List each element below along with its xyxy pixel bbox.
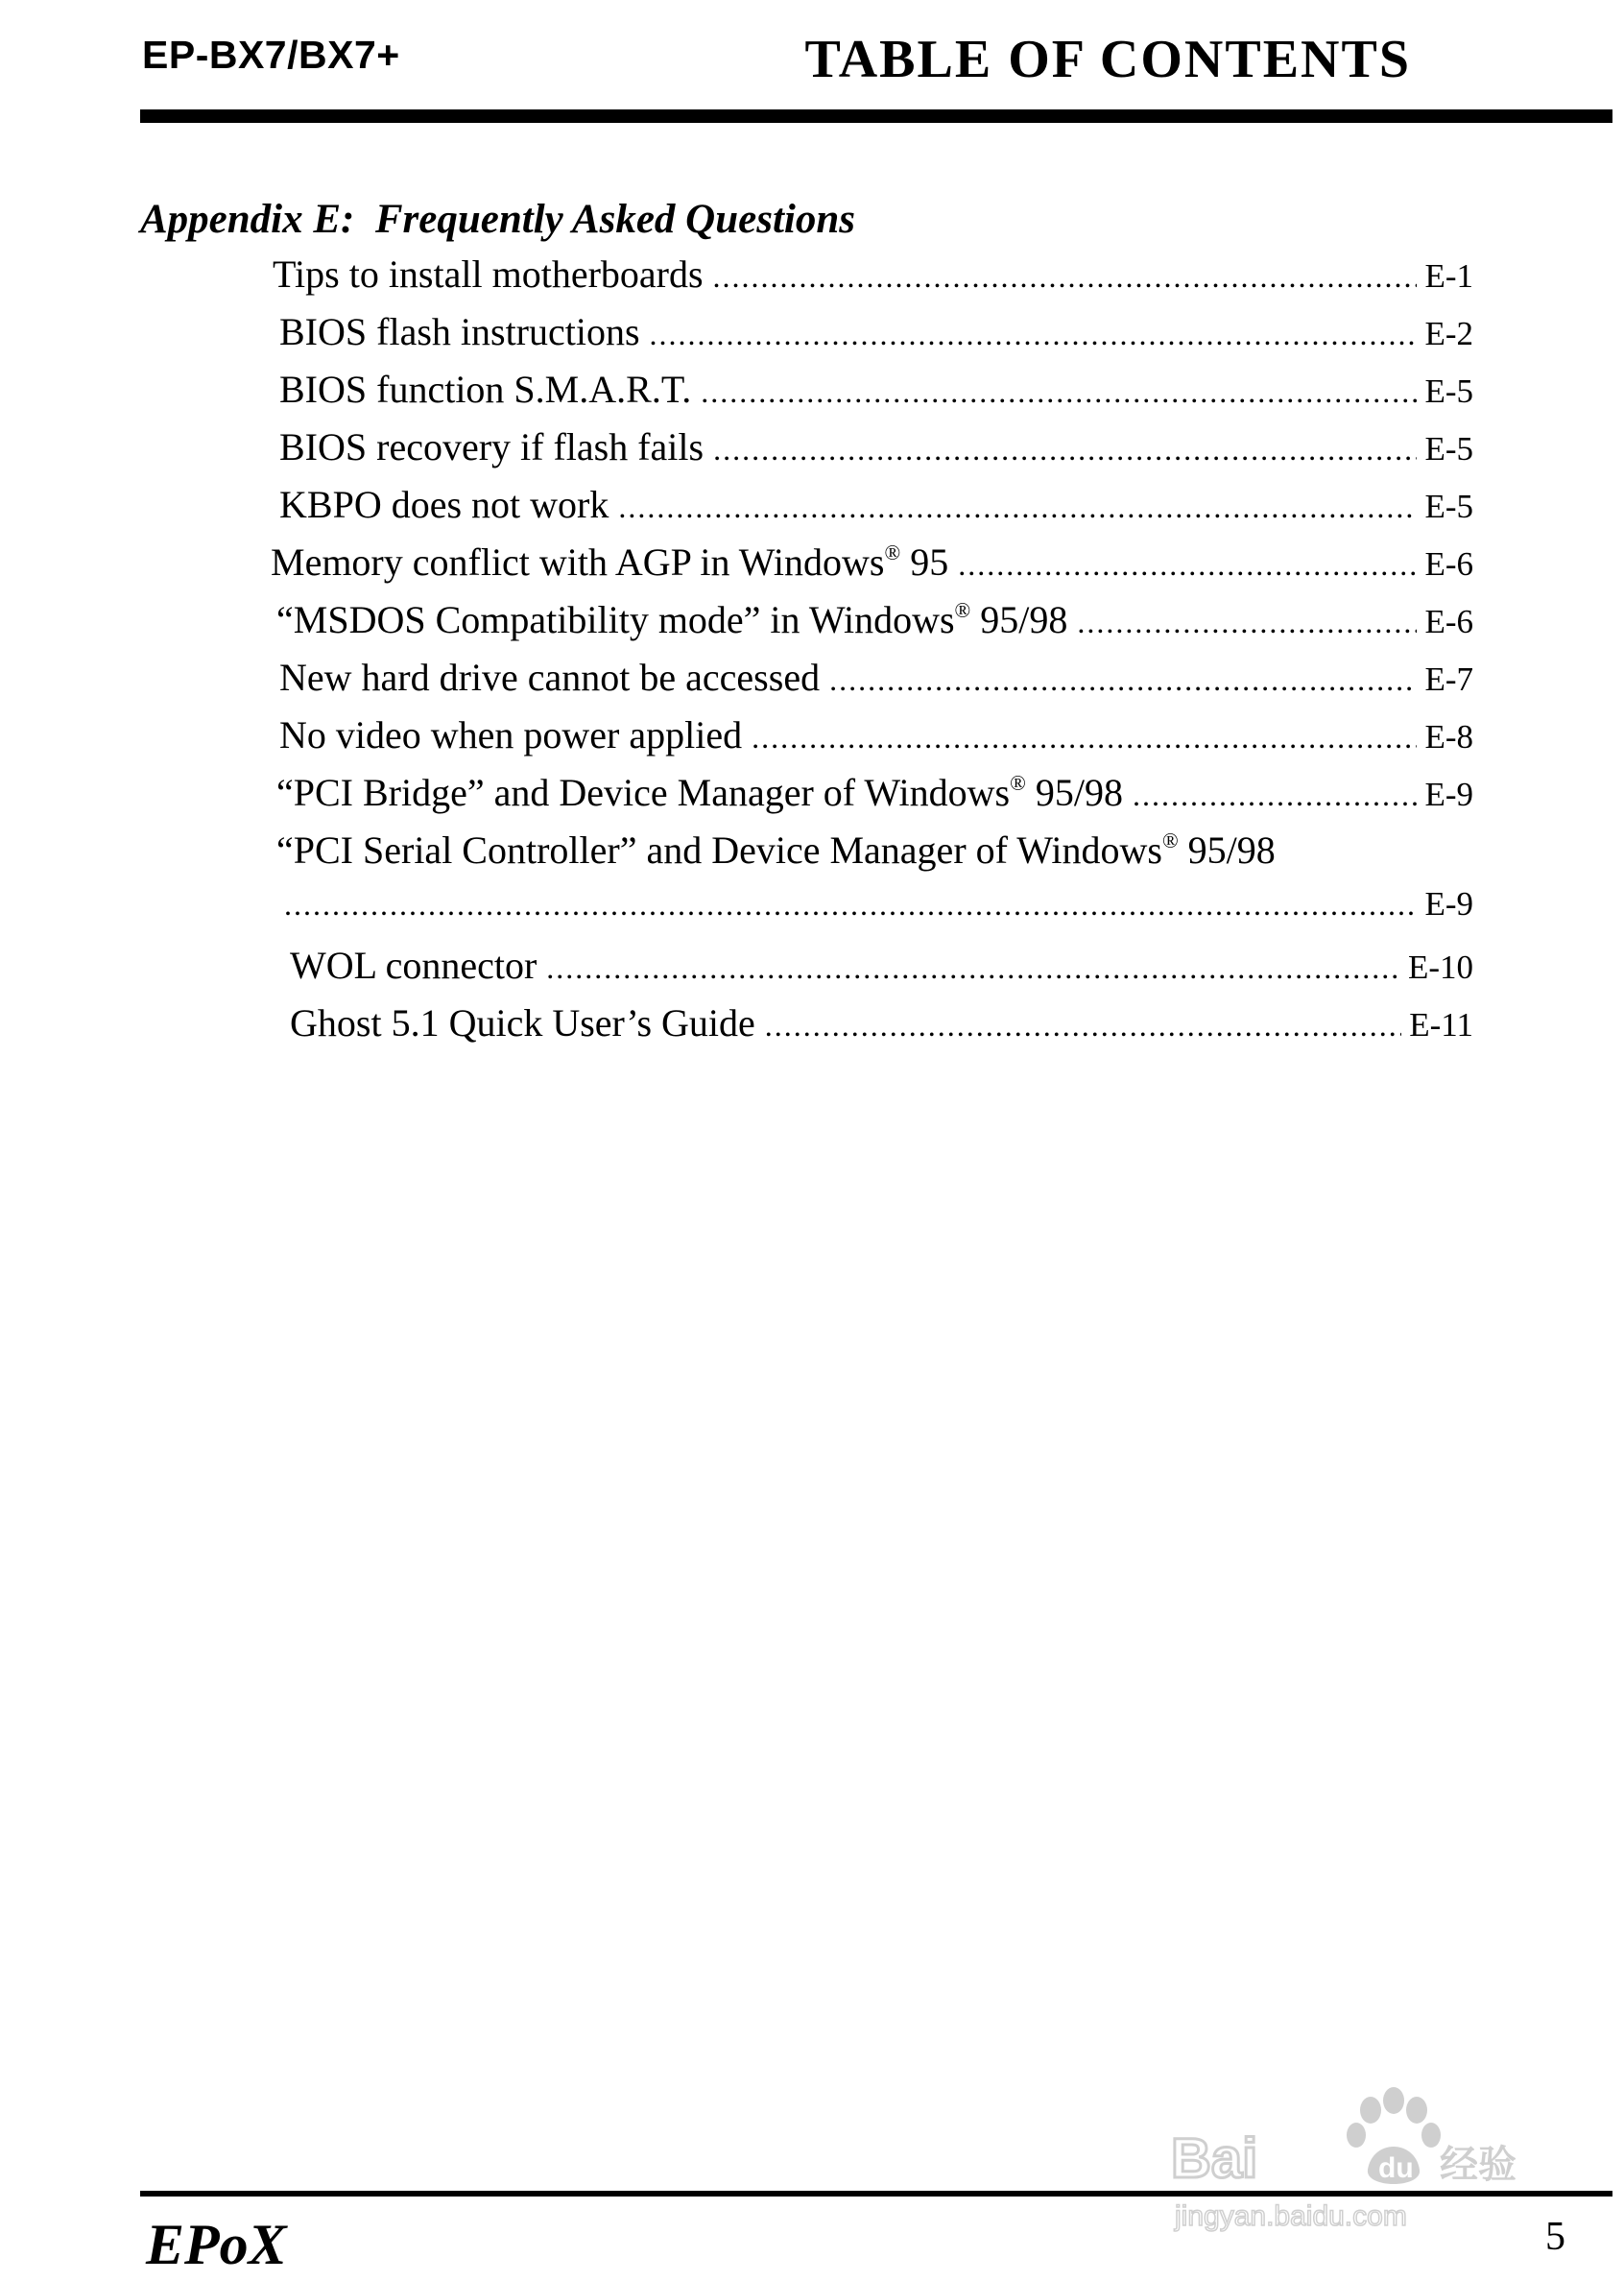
toc-entry-page: E-5 (1424, 372, 1473, 410)
dot-leader (284, 887, 1417, 923)
toc-entry-title: “MSDOS Compatibility mode” in Windows® 95/98 (276, 598, 1068, 641)
page-heading: TABLE OF CONTENTS (804, 30, 1411, 89)
toc-entry-page: E-9 (1424, 885, 1473, 923)
toc-entry-page: E-5 (1424, 488, 1473, 525)
epox-logo (144, 2210, 307, 2277)
dot-leader (829, 662, 1417, 698)
toc-entry-title: New hard drive cannot be accessed (279, 656, 821, 699)
toc-entry[interactable] (279, 712, 1473, 770)
header-rule (140, 109, 1612, 123)
toc-entry[interactable] (276, 828, 1382, 885)
toc-entry-title: BIOS function S.M.A.R.T. (279, 368, 692, 411)
toc-entry-title: Tips to install motherboards (273, 252, 704, 296)
toc-entry-title: WOL connector (290, 944, 537, 987)
toc-entry-page: E-5 (1424, 430, 1473, 468)
toc-entry-title: “PCI Serial Controller” and Device Manager of Windows® 95/98 (276, 828, 1276, 872)
registered-mark: ® (1161, 828, 1179, 852)
toc-entry-page: E-7 (1424, 660, 1473, 698)
toc-entry-title: No video when power applied (279, 713, 743, 756)
footer-rule (140, 2191, 1612, 2197)
toc-entry-page: E-11 (1409, 1006, 1473, 1044)
toc-entry[interactable] (273, 252, 1473, 309)
model-name: EP-BX7/BX7+ (142, 33, 400, 77)
dot-leader (701, 374, 1417, 410)
toc-entry[interactable] (276, 597, 1473, 655)
section-heading: Appendix E: Frequently Asked Questions (140, 197, 856, 242)
dot-leader (1077, 605, 1417, 640)
toc-entry[interactable] (290, 943, 1473, 1000)
dot-leader (546, 950, 1400, 986)
toc-entry-title: Memory conflict with AGP in Windows® 95 (271, 540, 949, 584)
toc-entry-page: E-1 (1424, 257, 1473, 295)
page-number: 5 (1545, 2215, 1565, 2259)
toc-entry-title: BIOS flash instructions (279, 310, 640, 353)
svg-text:jingyan.baidu.com: jingyan.baidu.com (1175, 2200, 1407, 2232)
dot-leader (1133, 778, 1418, 813)
registered-mark: ® (884, 540, 901, 564)
toc-entry-page: E-2 (1424, 315, 1473, 352)
dot-leader (958, 547, 1417, 583)
registered-mark: ® (954, 598, 971, 622)
svg-text:经验: 经验 (1440, 2144, 1517, 2186)
toc-entry[interactable] (290, 1000, 1473, 1058)
dot-leader (713, 259, 1418, 295)
toc-entry-title: Ghost 5.1 Quick User’s Guide (290, 1001, 755, 1044)
toc-entry[interactable] (271, 540, 1473, 597)
toc-entry-title: BIOS recovery if flash fails (279, 425, 705, 468)
toc-entry[interactable] (279, 655, 1473, 712)
dot-leader (713, 432, 1417, 468)
toc-list (0, 252, 1624, 1058)
toc-entry[interactable] (279, 309, 1473, 367)
toc-entry-title: “PCI Bridge” and Device Manager of Windows® 95/98 (276, 771, 1123, 814)
toc-entry-page: E-6 (1424, 603, 1473, 640)
svg-text:EPoX: EPoX (146, 2213, 287, 2276)
dot-leader (752, 720, 1417, 756)
toc-entry-page: E-8 (1424, 718, 1473, 756)
toc-entry-title: KBPO does not work (279, 483, 609, 526)
dot-leader (765, 1008, 1401, 1044)
toc-entry[interactable] (279, 482, 1473, 540)
svg-text:Bai: Bai (1171, 2127, 1258, 2190)
toc-entry[interactable] (279, 367, 1473, 424)
svg-text:du: du (1378, 2152, 1414, 2184)
dot-leader (618, 490, 1417, 525)
registered-mark: ® (1010, 771, 1026, 795)
toc-entry-page: E-9 (1424, 776, 1473, 813)
baidu-watermark (1161, 2054, 1574, 2246)
toc-entry[interactable] (279, 424, 1473, 482)
toc-entry-page: E-10 (1407, 948, 1473, 986)
dot-leader (650, 317, 1418, 352)
toc-entry-page: E-6 (1424, 545, 1473, 583)
toc-entry[interactable] (276, 770, 1473, 828)
toc-entry-continuation[interactable] (284, 885, 1473, 943)
